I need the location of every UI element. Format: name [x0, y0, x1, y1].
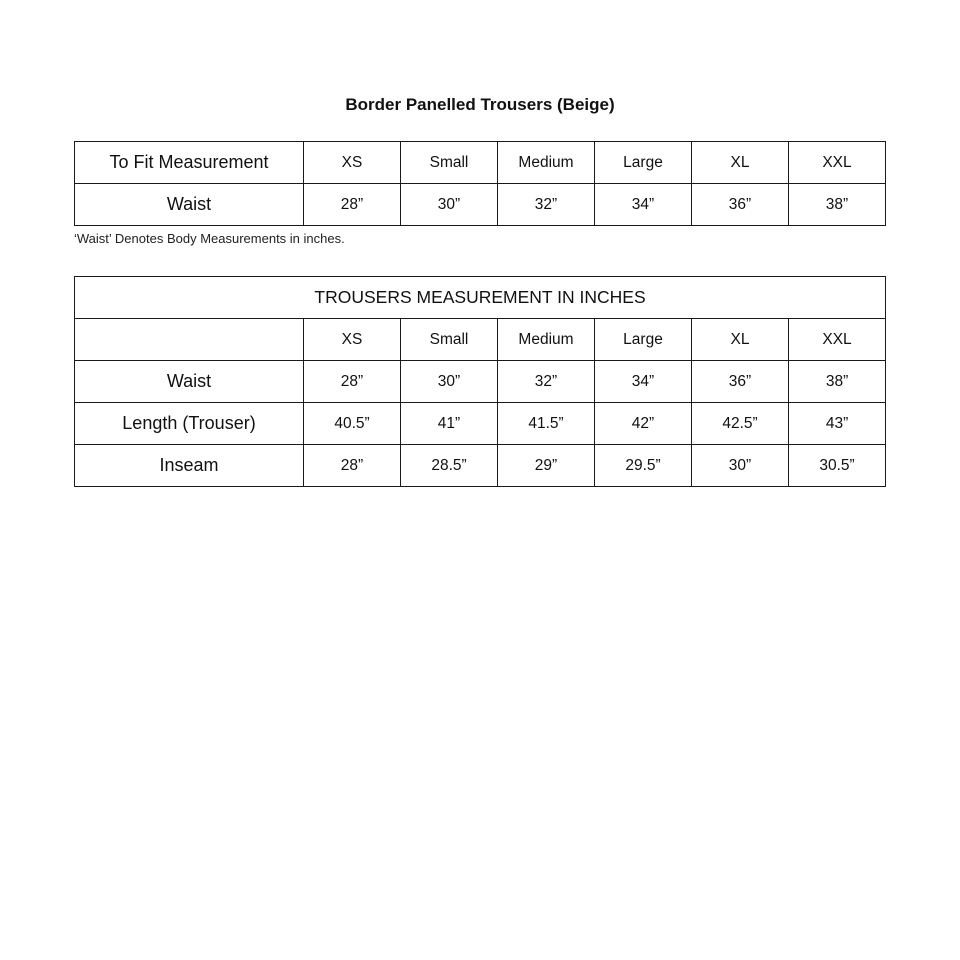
row-label-inseam: Inseam: [75, 445, 304, 487]
row-label-waist: Waist: [75, 184, 304, 226]
table-header-row: [75, 142, 886, 184]
table-cell: 34”: [595, 184, 692, 226]
row-label-waist: Waist: [75, 361, 304, 403]
table-row: [75, 403, 886, 445]
table-title-row: [75, 277, 886, 319]
size-header-large: Large: [595, 142, 692, 184]
measurement-note: ‘Waist’ Denotes Body Measurements in inches.: [74, 231, 345, 246]
size-header-xxl: XXL: [789, 142, 886, 184]
table-row: [75, 184, 886, 226]
page-title: Border Panelled Trousers (Beige): [345, 95, 615, 114]
table-cell: 28.5”: [401, 445, 498, 487]
size-header-xl: XL: [692, 319, 789, 361]
size-header-small: Small: [401, 142, 498, 184]
trouser-header-label: [75, 319, 304, 361]
table-cell: 30”: [401, 184, 498, 226]
table-cell: 42”: [595, 403, 692, 445]
table-cell: 29.5”: [595, 445, 692, 487]
size-header-xs: XS: [304, 319, 401, 361]
size-header-small: Small: [401, 319, 498, 361]
trouser-table-title: TROUSERS MEASUREMENT IN INCHES: [75, 277, 886, 319]
table-cell: 34”: [595, 361, 692, 403]
fit-measurement-table: [74, 141, 886, 226]
size-header-medium: Medium: [498, 142, 595, 184]
table-cell: 42.5”: [692, 403, 789, 445]
table-cell: 36”: [692, 361, 789, 403]
table-cell: 32”: [498, 184, 595, 226]
row-label-length: Length (Trouser): [75, 403, 304, 445]
table-cell: 29”: [498, 445, 595, 487]
table-cell: 30”: [692, 445, 789, 487]
size-header-xxl: XXL: [789, 319, 886, 361]
table-cell: 28”: [304, 184, 401, 226]
table-cell: 38”: [789, 361, 886, 403]
table-cell: 41.5”: [498, 403, 595, 445]
trouser-measurement-table: [74, 276, 886, 487]
table-cell: 30”: [401, 361, 498, 403]
size-header-xl: XL: [692, 142, 789, 184]
table-cell: 32”: [498, 361, 595, 403]
table-cell: 28”: [304, 445, 401, 487]
size-header-large: Large: [595, 319, 692, 361]
table-cell: 38”: [789, 184, 886, 226]
table-cell: 41”: [401, 403, 498, 445]
table-row: [75, 445, 886, 487]
table-cell: 28”: [304, 361, 401, 403]
table-cell: 40.5”: [304, 403, 401, 445]
table-cell: 36”: [692, 184, 789, 226]
fit-header-label: To Fit Measurement: [75, 142, 304, 184]
table-row: [75, 361, 886, 403]
table-cell: 30.5”: [789, 445, 886, 487]
size-header-medium: Medium: [498, 319, 595, 361]
table-cell: 43”: [789, 403, 886, 445]
table-header-row: [75, 319, 886, 361]
size-header-xs: XS: [304, 142, 401, 184]
